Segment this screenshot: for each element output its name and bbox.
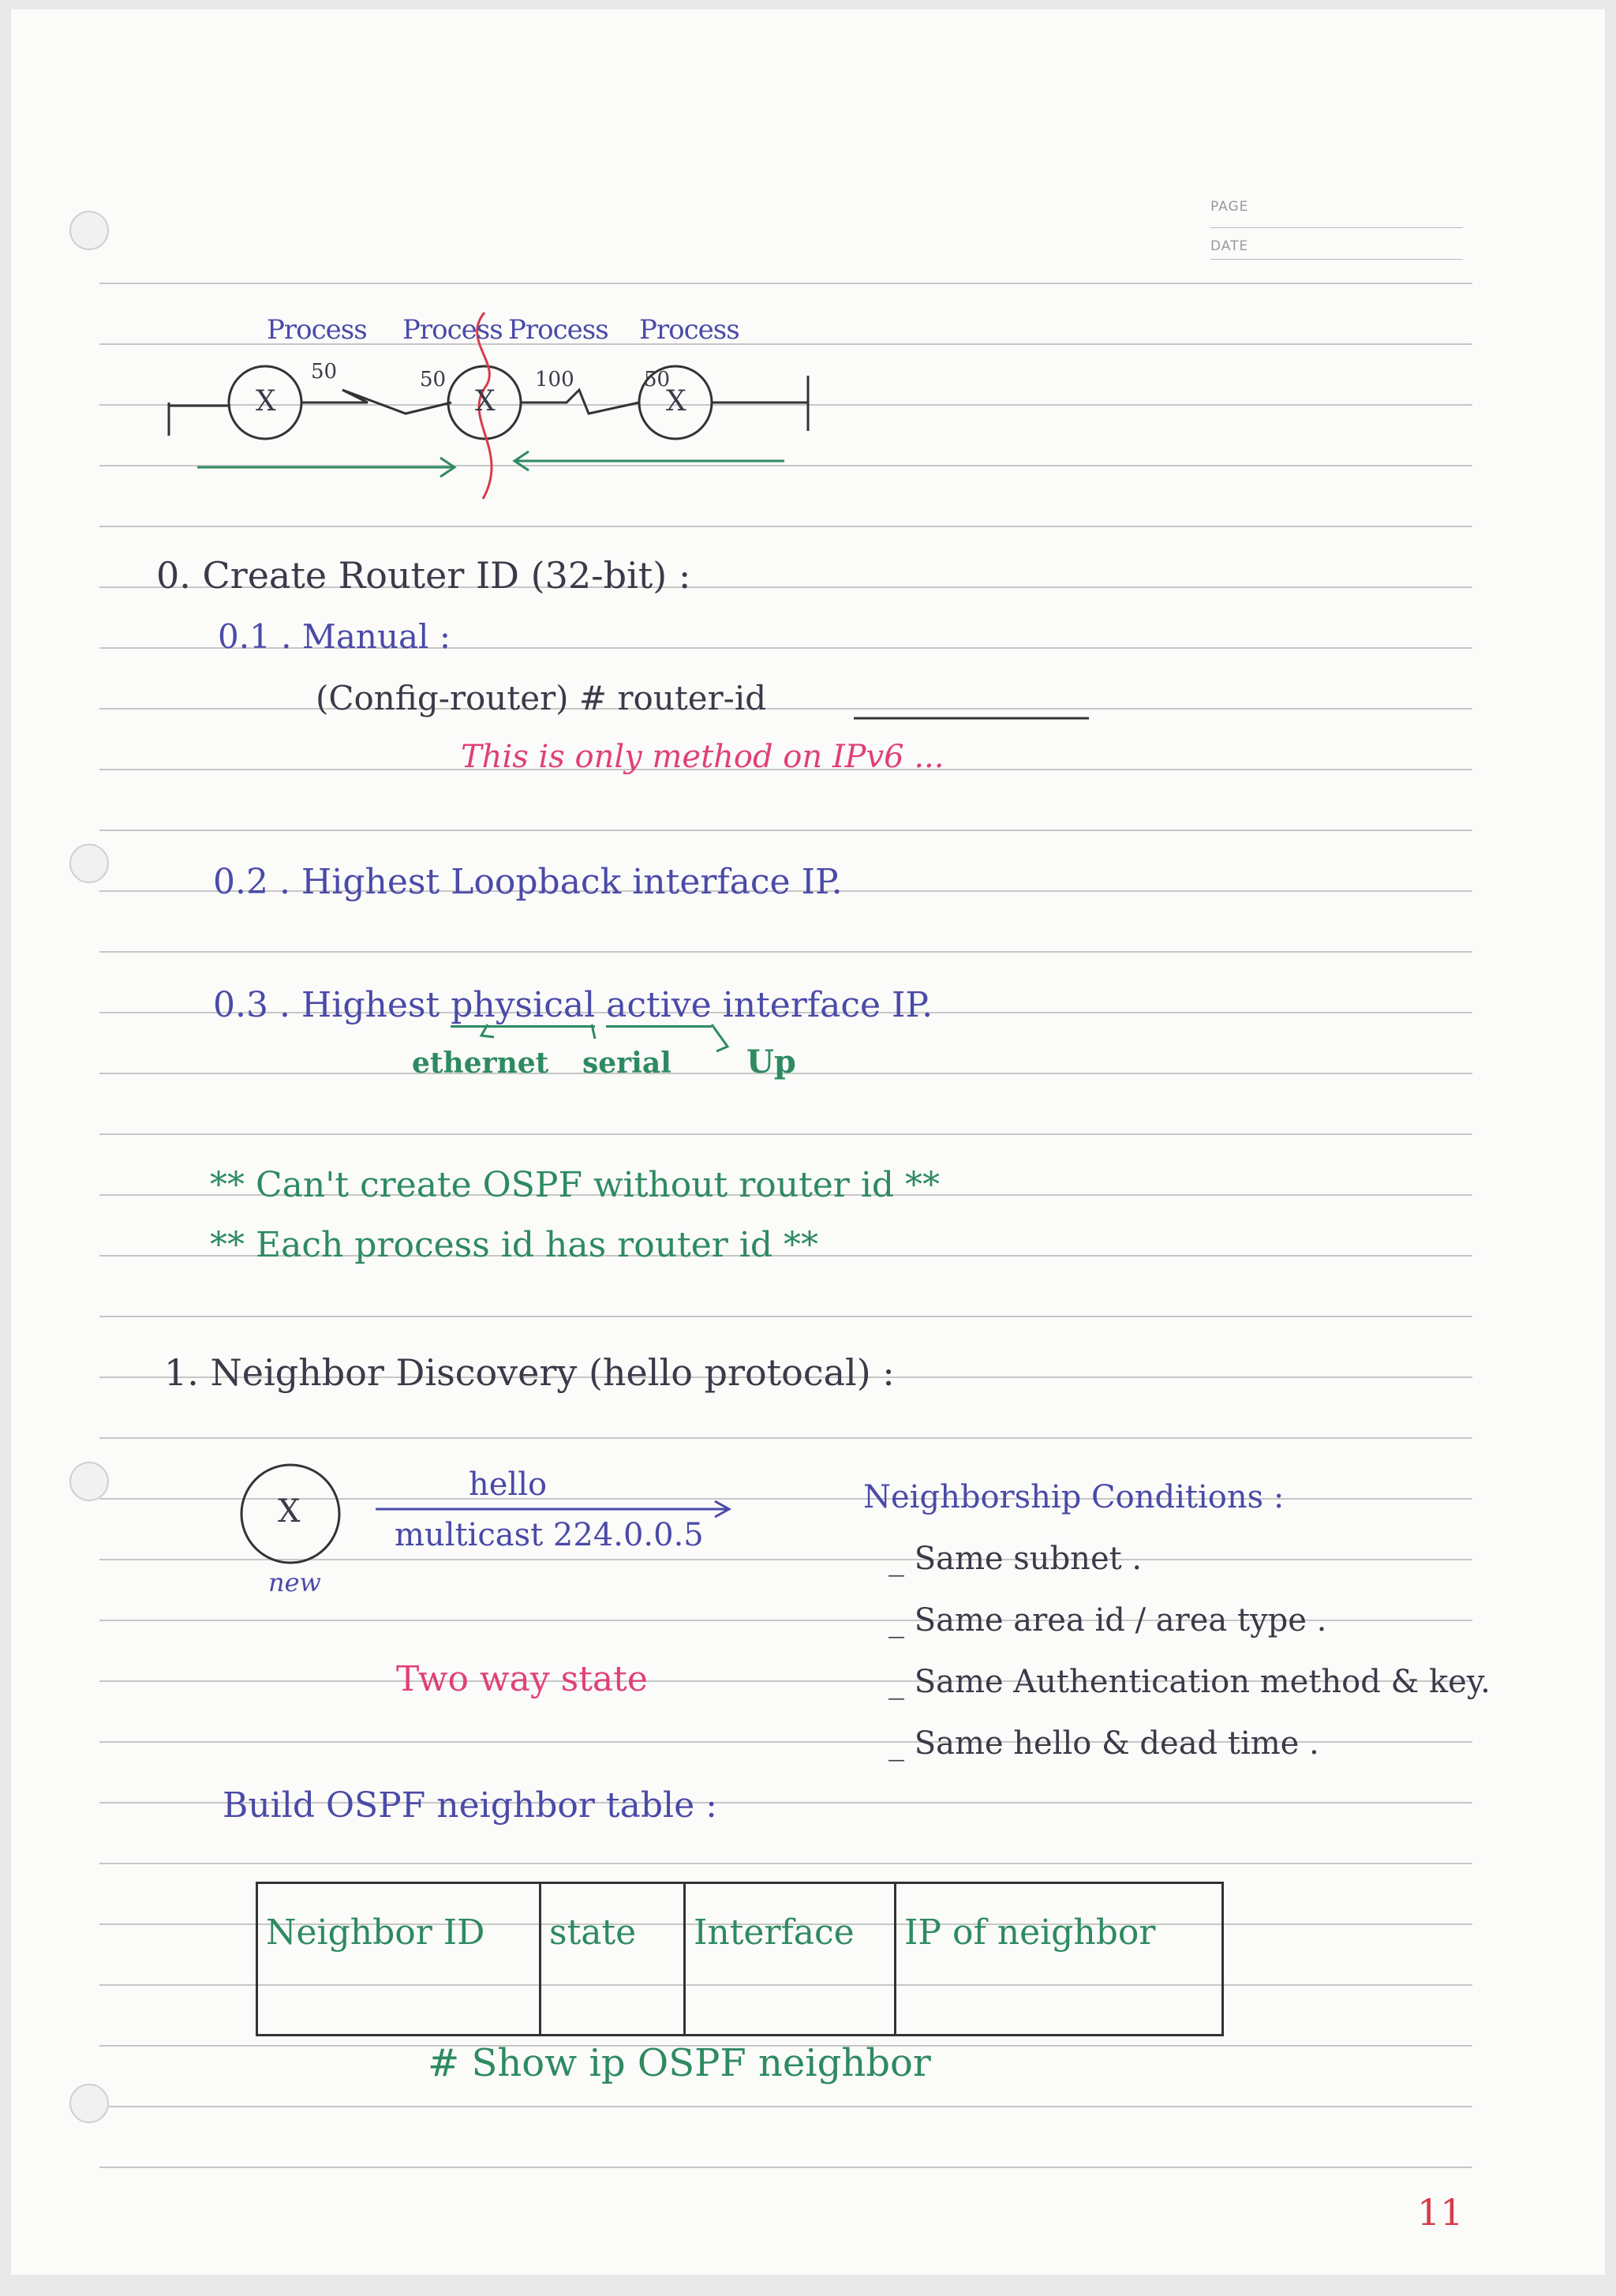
date-label: DATE bbox=[1210, 238, 1249, 254]
section-title: 0. Create Router ID (32-bit) : bbox=[156, 554, 691, 597]
ethernet-annotation: ethernet bbox=[412, 1047, 549, 1080]
condition-item: _ Same Authentication method & key. bbox=[888, 1664, 1491, 1700]
condition-item: _ Same hello & dead time . bbox=[888, 1725, 1319, 1762]
condition-item: _ Same subnet . bbox=[888, 1541, 1143, 1577]
cost-label: 50 bbox=[644, 368, 671, 391]
manual-label: 0.1 . Manual : bbox=[218, 617, 451, 656]
neighbor-table-title: Build OSPF neighbor table : bbox=[223, 1785, 717, 1826]
physical-method bbox=[213, 985, 933, 1025]
router-symbol: X bbox=[256, 385, 276, 418]
cost-label: 100 bbox=[535, 368, 574, 391]
cost-label: 50 bbox=[311, 360, 338, 384]
process-label: Process bbox=[402, 314, 503, 346]
router-symbol: X bbox=[475, 385, 496, 418]
router-id-note: ** Can't create OSPF without router id ** bbox=[210, 1165, 941, 1205]
conditions-title: Neighborship Conditions : bbox=[863, 1479, 1285, 1515]
table-header-cell: Interface bbox=[685, 1883, 896, 2036]
up-annotation: Up bbox=[746, 1043, 796, 1081]
multicast-label: multicast 224.0.0.5 bbox=[395, 1517, 704, 1553]
physical-suffix: interface IP. bbox=[722, 985, 933, 1025]
router-id-command: (Config-router) # router-id bbox=[316, 679, 767, 717]
two-way-state: Two way state bbox=[396, 1659, 648, 1699]
condition-item: _ Same area id / area type . bbox=[888, 1602, 1327, 1639]
active-word: active bbox=[606, 985, 712, 1028]
section-title: 1. Neighbor Discovery (hello protocal) : bbox=[164, 1351, 895, 1394]
show-neighbor-command: # Show ip OSPF neighbor bbox=[428, 2041, 931, 2085]
process-label: Process bbox=[508, 314, 608, 346]
page-number: 11 bbox=[1417, 2191, 1464, 2234]
neighbor-table bbox=[256, 1882, 1224, 2036]
table-header-cell: state bbox=[541, 1883, 685, 2036]
notebook-page bbox=[11, 9, 1605, 2275]
page-label: PAGE bbox=[1210, 199, 1249, 215]
router-symbol: X bbox=[666, 385, 686, 418]
serial-annotation: serial bbox=[582, 1047, 671, 1080]
physical-word: physical bbox=[451, 985, 595, 1028]
process-label: Process bbox=[267, 314, 367, 346]
table-header-cell: IP of neighbor bbox=[896, 1883, 1223, 2036]
new-router-label: new bbox=[268, 1567, 321, 1597]
table-row bbox=[257, 1883, 1223, 2036]
table-header-cell: Neighbor ID bbox=[257, 1883, 541, 2036]
process-label: Process bbox=[639, 314, 739, 346]
hello-label: hello bbox=[469, 1466, 548, 1503]
router-symbol: X bbox=[278, 1493, 301, 1530]
cost-label: 50 bbox=[420, 368, 447, 391]
ipv6-note: This is only method on IPv6 ... bbox=[461, 739, 945, 775]
loopback-method: 0.2 . Highest Loopback interface IP. bbox=[213, 862, 843, 902]
physical-prefix: 0.3 . Highest bbox=[213, 985, 440, 1025]
process-id-note: ** Each process id has router id ** bbox=[210, 1225, 819, 1265]
